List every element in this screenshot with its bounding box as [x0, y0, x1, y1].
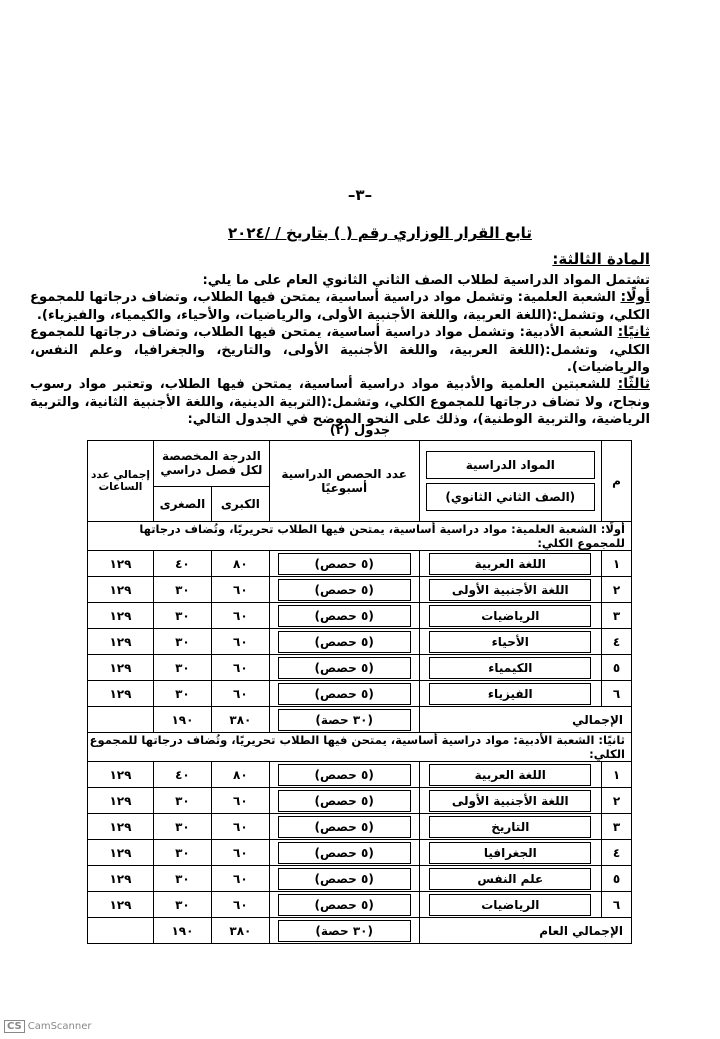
header-row — [88, 441, 632, 487]
subject-name: اللغة العربية — [429, 553, 591, 575]
total-label: الإجمالي العام — [419, 918, 632, 944]
second-text: الشعبة الأدبية: وتشمل مواد دراسية أساسية، يمتحن فيها الطلاب، وتضاف درجاتها للمجموع الكلي، وتشمل:(اللغة العربية، واللغة الأجنبية الأولى، والتاريخ، والجغرافيا، وعلم النفس، والرياضيات). — [30, 325, 650, 376]
section-scientific — [88, 522, 632, 733]
subject-name: اللغة الأجنبية الأولى — [429, 790, 591, 812]
periods-value: (٥ حصص) — [278, 579, 411, 601]
article-title: المادة الثالثة: — [552, 250, 650, 268]
section-title-row — [88, 733, 632, 762]
periods-value: (٥ حصص) — [278, 631, 411, 653]
section-title: ثانيًا: الشعبة الأدبية: مواد دراسية أساسية، يمتحن فيها الطلاب تحريريًا، وتُضاف درجاتها للمجموع الكلي: — [88, 733, 632, 762]
periods-value: (٥ حصص) — [278, 868, 411, 890]
total-min: ١٩٠ — [153, 707, 211, 733]
section-title: أولًا: الشعبة العلمية: مواد دراسية أساسية، يمتحن فيها الطلاب تحريريًا، وتُضاف درجاتها للمجموع الكلي: — [88, 522, 632, 551]
min-mark: ٣٠ — [153, 603, 211, 629]
subject-cell — [419, 892, 602, 918]
scanner-logo: CS — [4, 1020, 25, 1033]
max-mark: ٦٠ — [211, 603, 269, 629]
row-number: ١ — [602, 551, 632, 577]
subject-cell — [419, 603, 602, 629]
periods-cell — [269, 866, 419, 892]
max-mark: ٦٠ — [211, 577, 269, 603]
periods-cell — [269, 892, 419, 918]
total-min: ١٩٠ — [153, 918, 211, 944]
row-number: ٥ — [602, 655, 632, 681]
first-key: أولًا: — [620, 289, 650, 306]
periods-cell — [269, 577, 419, 603]
page-number: –٣– — [347, 186, 373, 204]
hours-value: ١٢٩ — [88, 603, 154, 629]
header-grade-label: (الصف الثاني الثانوي) — [426, 483, 596, 511]
min-mark: ٣٠ — [153, 681, 211, 707]
second-paragraph — [30, 324, 650, 376]
hours-value: ١٢٩ — [88, 840, 154, 866]
scanner-text: CamScanner — [27, 1021, 92, 1032]
periods-value: (٥ حصص) — [278, 683, 411, 705]
table-row — [88, 603, 632, 629]
header-periods: عدد الحصص الدراسية أسبوعيًا — [269, 441, 419, 522]
hours-value: ١٢٩ — [88, 788, 154, 814]
max-mark: ٨٠ — [211, 762, 269, 788]
max-mark: ٦٠ — [211, 814, 269, 840]
header-hours: إجمالي عدد الساعات — [88, 441, 154, 522]
subject-name: الرياضيات — [429, 605, 591, 627]
hours-value: ١٢٩ — [88, 866, 154, 892]
hours-value: ١٢٩ — [88, 551, 154, 577]
total-row — [88, 918, 632, 944]
max-mark: ٦٠ — [211, 629, 269, 655]
total-periods — [269, 707, 419, 733]
periods-value: (٥ حصص) — [278, 764, 411, 786]
row-number: ٤ — [602, 629, 632, 655]
hours-value: ١٢٩ — [88, 892, 154, 918]
article-body — [30, 272, 650, 429]
total-max: ٣٨٠ — [211, 918, 269, 944]
row-number: ٤ — [602, 840, 632, 866]
max-mark: ٦٠ — [211, 655, 269, 681]
min-mark: ٤٠ — [153, 762, 211, 788]
header-num: م — [602, 441, 632, 522]
min-mark: ٣٠ — [153, 788, 211, 814]
row-number: ٦ — [602, 681, 632, 707]
min-mark: ٣٠ — [153, 892, 211, 918]
hours-value: ١٢٩ — [88, 814, 154, 840]
min-mark: ٣٠ — [153, 655, 211, 681]
max-mark: ٦٠ — [211, 840, 269, 866]
periods-cell — [269, 814, 419, 840]
table-row — [88, 892, 632, 918]
row-number: ٣ — [602, 814, 632, 840]
periods-value: (٥ حصص) — [278, 657, 411, 679]
subject-cell — [419, 762, 602, 788]
subject-cell — [419, 629, 602, 655]
periods-value: (٥ حصص) — [278, 894, 411, 916]
min-mark: ٤٠ — [153, 551, 211, 577]
total-periods-value: (٣٠ حصة) — [278, 920, 411, 942]
decree-line: تابع القرار الوزاري رقم ( ) بتاريخ / /٢٠٢٤ — [228, 224, 532, 242]
total-max: ٣٨٠ — [211, 707, 269, 733]
scanner-watermark — [4, 1020, 92, 1033]
table-row — [88, 551, 632, 577]
second-key: ثانيًا: — [617, 324, 650, 341]
subject-name: الرياضيات — [429, 894, 591, 916]
intro-paragraph: تشتمل المواد الدراسية لطلاب الصف الثاني الثانوي العام على ما يلي: — [202, 273, 650, 288]
subject-cell — [419, 788, 602, 814]
header-min: الصغرى — [153, 486, 211, 521]
row-number: ١ — [602, 762, 632, 788]
subject-cell — [419, 577, 602, 603]
subject-cell — [419, 655, 602, 681]
section-title-row — [88, 522, 632, 551]
subject-cell — [419, 866, 602, 892]
hours-value: ١٢٩ — [88, 577, 154, 603]
total-periods — [269, 918, 419, 944]
periods-cell — [269, 629, 419, 655]
table-row — [88, 840, 632, 866]
max-mark: ٨٠ — [211, 551, 269, 577]
third-text: للشعبتين العلمية والأدبية مواد دراسية أساسية، يمتحن فيها الطلاب، وتعتبر مواد رسوب ونجاح، ولا تضاف درجاتها للمجموع الكلي، وتشمل:(التربية الدينية، واللغة الأجنبية الثانية، والتربية الرياضية، والتربية الوطنية)، وذلك على النحو الموضح في الجدول التالي: — [30, 377, 650, 428]
table-row — [88, 762, 632, 788]
periods-value: (٥ حصص) — [278, 842, 411, 864]
subject-name: الفيزياء — [429, 683, 591, 705]
header-subjects — [419, 441, 602, 522]
total-hours — [88, 707, 154, 733]
hours-value: ١٢٩ — [88, 655, 154, 681]
section-literary — [88, 733, 632, 944]
periods-cell — [269, 603, 419, 629]
subject-cell — [419, 814, 602, 840]
periods-cell — [269, 681, 419, 707]
subject-name: التاريخ — [429, 816, 591, 838]
max-mark: ٦٠ — [211, 866, 269, 892]
first-paragraph — [30, 289, 650, 324]
row-number: ٣ — [602, 603, 632, 629]
periods-cell — [269, 655, 419, 681]
periods-cell — [269, 762, 419, 788]
subject-name: اللغة الأجنبية الأولى — [429, 579, 591, 601]
hours-value: ١٢٩ — [88, 629, 154, 655]
table-row — [88, 629, 632, 655]
table-title: جدول (٢) — [329, 423, 391, 438]
header-subjects-label: المواد الدراسية — [426, 451, 596, 479]
table-row — [88, 866, 632, 892]
hours-value: ١٢٩ — [88, 681, 154, 707]
total-hours — [88, 918, 154, 944]
max-mark: ٦٠ — [211, 681, 269, 707]
periods-value: (٥ حصص) — [278, 816, 411, 838]
total-row — [88, 707, 632, 733]
first-text: الشعبة العلمية: وتشمل مواد دراسية أساسية، يمتحن فيها الطلاب، وتضاف درجاتها للمجموع الكلي، وتشمل:(اللغة العربية، واللغة الأجنبية الأولى، والرياضيات، والأحياء، والكيمياء، والفيزياء). — [30, 290, 650, 323]
subject-name: الأحياء — [429, 631, 591, 653]
row-number: ٢ — [602, 577, 632, 603]
header-marks: الدرجة المخصصة لكل فصل دراسي — [153, 441, 269, 487]
subject-cell — [419, 551, 602, 577]
max-mark: ٦٠ — [211, 892, 269, 918]
subject-name: الجغرافيا — [429, 842, 591, 864]
subject-name: علم النفس — [429, 868, 591, 890]
min-mark: ٣٠ — [153, 577, 211, 603]
min-mark: ٣٠ — [153, 629, 211, 655]
min-mark: ٣٠ — [153, 840, 211, 866]
periods-value: (٥ حصص) — [278, 553, 411, 575]
row-number: ٥ — [602, 866, 632, 892]
third-key: ثالثًا: — [617, 376, 650, 393]
total-label: الإجمالي — [419, 707, 632, 733]
third-paragraph — [30, 376, 650, 428]
subject-name: اللغة العربية — [429, 764, 591, 786]
periods-cell — [269, 840, 419, 866]
subjects-table — [87, 440, 632, 944]
min-mark: ٣٠ — [153, 866, 211, 892]
table-row — [88, 788, 632, 814]
row-number: ٦ — [602, 892, 632, 918]
subject-name: الكيمياء — [429, 657, 591, 679]
hours-value: ١٢٩ — [88, 762, 154, 788]
table-row — [88, 577, 632, 603]
table-row — [88, 655, 632, 681]
min-mark: ٣٠ — [153, 814, 211, 840]
table-row — [88, 814, 632, 840]
subject-cell — [419, 681, 602, 707]
subject-cell — [419, 840, 602, 866]
periods-cell — [269, 788, 419, 814]
table-row — [88, 681, 632, 707]
max-mark: ٦٠ — [211, 788, 269, 814]
header-max: الكبرى — [211, 486, 269, 521]
row-number: ٢ — [602, 788, 632, 814]
periods-cell — [269, 551, 419, 577]
periods-value: (٥ حصص) — [278, 790, 411, 812]
total-periods-value: (٣٠ حصة) — [278, 709, 411, 731]
periods-value: (٥ حصص) — [278, 605, 411, 627]
